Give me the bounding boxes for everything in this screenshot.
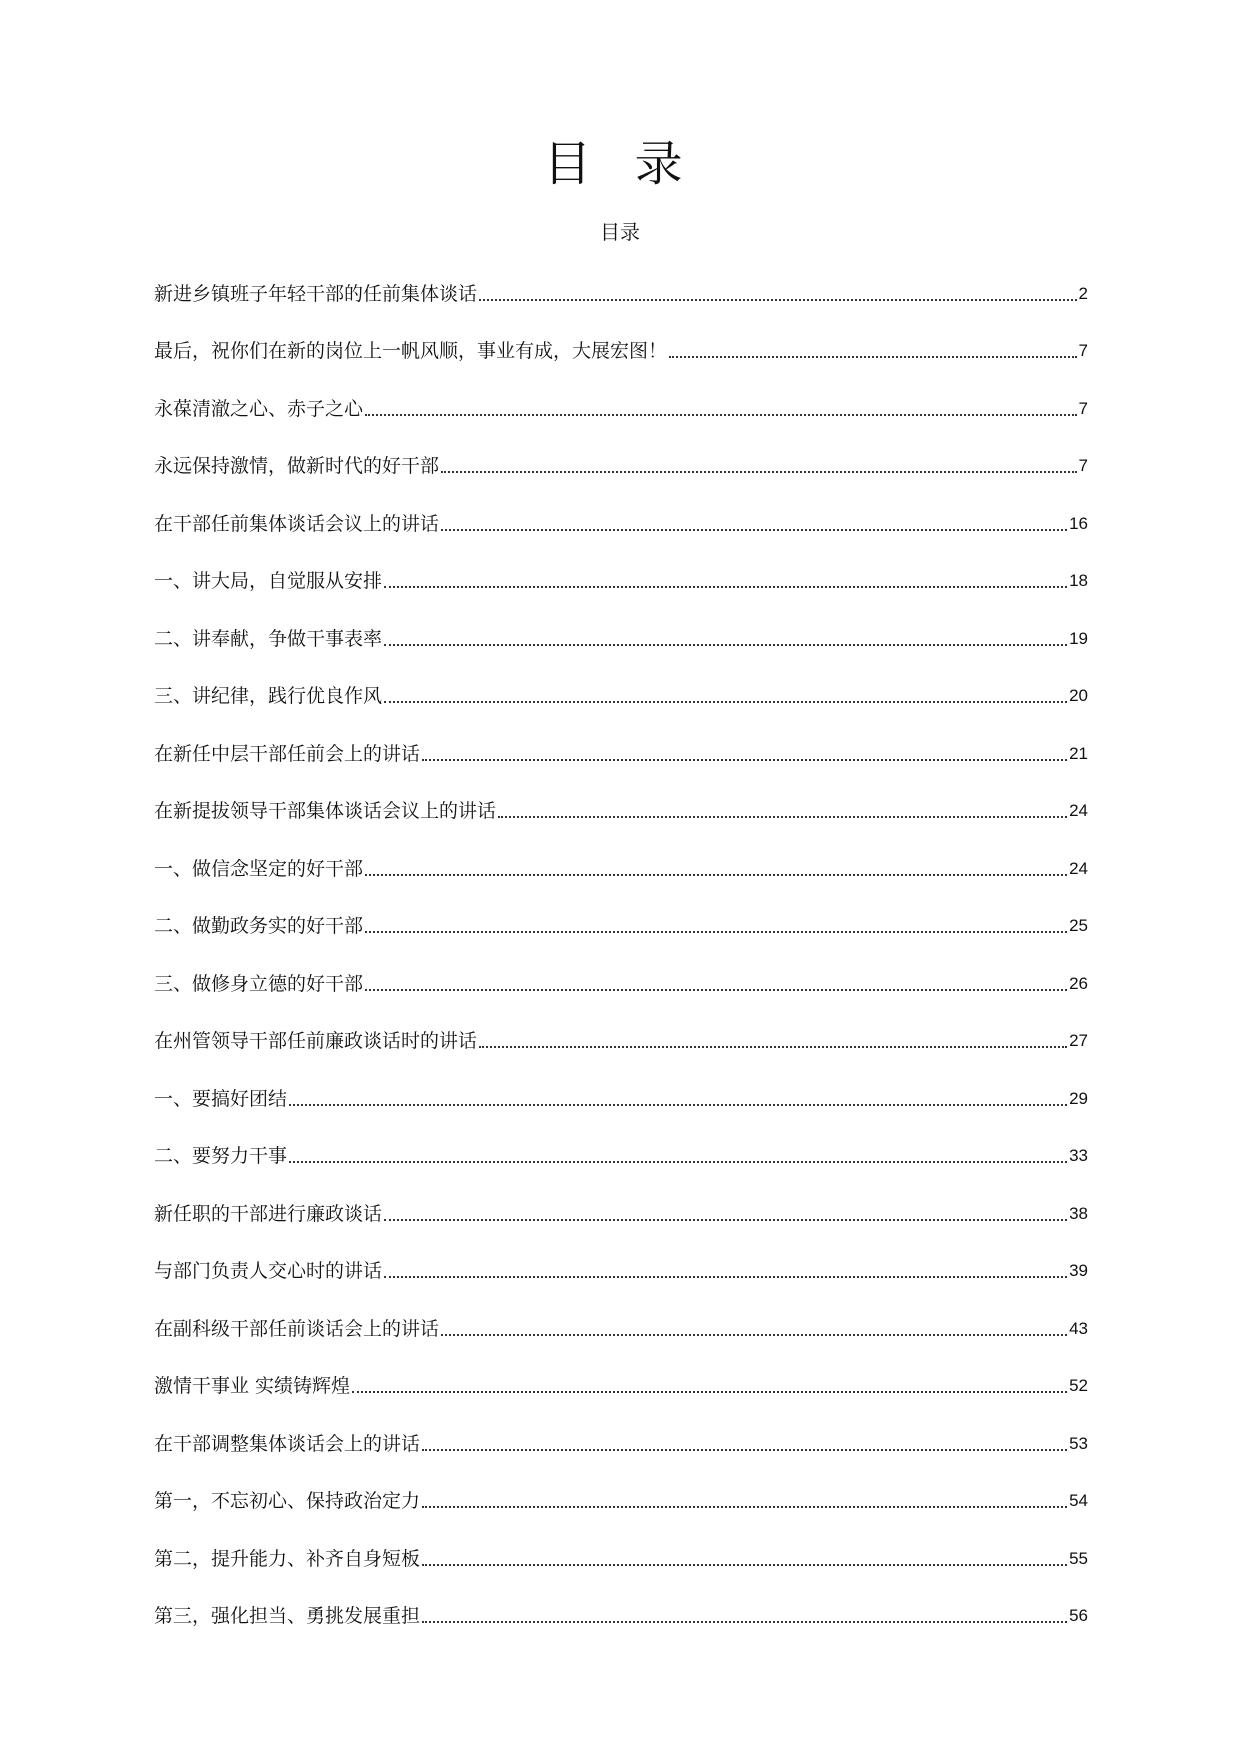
toc-page-number: 21 <box>1069 743 1088 763</box>
toc-page-number: 24 <box>1069 858 1088 878</box>
toc-entry[interactable] <box>154 823 1088 881</box>
toc-dot-leader <box>365 874 1067 876</box>
toc-entry-label: 与部门负责人交心时的讲话 <box>154 1260 383 1282</box>
toc-entry[interactable] <box>154 1226 1088 1284</box>
toc-page-number: 7 <box>1078 456 1088 475</box>
toc-dot-leader <box>498 816 1067 818</box>
toc-entry[interactable] <box>154 593 1088 651</box>
toc-entry-label: 在副科级干部任前谈话会上的讲话 <box>154 1317 440 1340</box>
toc-entry-label: 永葆清澈之心、赤子之心 <box>154 397 364 420</box>
toc-entry[interactable] <box>154 248 1088 306</box>
toc-entry[interactable] <box>154 306 1088 364</box>
toc-dot-leader <box>441 471 1077 473</box>
toc-dot-leader <box>384 1276 1067 1278</box>
toc-entry-label: 二、讲奉献，争做干事表率 <box>154 627 383 650</box>
toc-page-number: 24 <box>1069 801 1088 820</box>
toc-page-number: 39 <box>1069 1261 1088 1280</box>
toc-entry[interactable] <box>154 1571 1088 1629</box>
toc-entry-label: 一、要搞好团结 <box>154 1087 288 1110</box>
toc-dot-leader <box>479 1046 1067 1048</box>
toc-entry-label: 新任职的干部进行廉政谈话 <box>154 1202 383 1225</box>
toc-dot-leader <box>422 1449 1067 1451</box>
toc-page-number: 7 <box>1078 341 1088 360</box>
toc-entry[interactable] <box>154 651 1088 709</box>
toc-dot-leader <box>422 1506 1067 1508</box>
toc-dot-leader <box>422 1564 1067 1566</box>
toc-page-number: 20 <box>1069 686 1088 705</box>
toc-entry-label: 三、做修身立德的好干部 <box>154 972 364 995</box>
toc-page-number: 25 <box>1069 916 1088 935</box>
toc-page-number: 52 <box>1069 1376 1088 1395</box>
toc-page-number: 7 <box>1078 398 1088 418</box>
toc-entry[interactable] <box>154 363 1088 421</box>
toc-entry[interactable] <box>154 1398 1088 1456</box>
toc-page-number: 26 <box>1069 973 1088 993</box>
toc-entry-label: 三、讲纪律，践行优良作风 <box>154 685 383 707</box>
toc-page-number: 38 <box>1069 1203 1088 1223</box>
toc-entry-label: 二、要努力干事 <box>154 1145 288 1167</box>
toc-page-number: 33 <box>1069 1146 1088 1165</box>
toc-entry-label: 在新任中层干部任前会上的讲话 <box>154 742 421 765</box>
toc-page-number: 19 <box>1069 628 1088 648</box>
toc-dot-leader <box>441 529 1067 531</box>
toc-entry[interactable] <box>154 1111 1088 1169</box>
toc-entry-label: 二、做勤政务实的好干部 <box>154 915 364 937</box>
toc-heading: 目录 <box>600 220 640 244</box>
toc-entry[interactable] <box>154 1283 1088 1341</box>
toc-dot-leader <box>441 1334 1067 1336</box>
toc-page-number: 16 <box>1069 513 1088 533</box>
toc-entry[interactable] <box>154 996 1088 1054</box>
toc-dot-leader <box>365 931 1067 933</box>
toc-dot-leader <box>669 356 1077 358</box>
toc-page-number: 2 <box>1078 283 1088 303</box>
document-title: 目 录 <box>543 136 697 192</box>
toc-entry[interactable] <box>154 938 1088 996</box>
toc-entry-label: 第一，不忘初心、保持政治定力 <box>154 1490 421 1512</box>
toc-entry-label: 在州管领导干部任前廉政谈话时的讲话 <box>154 1030 478 1052</box>
toc-dot-leader <box>384 644 1067 646</box>
toc-page-number: 29 <box>1069 1088 1088 1108</box>
toc-entry[interactable] <box>154 766 1088 824</box>
toc-dot-leader <box>384 586 1067 588</box>
toc-page-number: 18 <box>1069 571 1088 590</box>
toc-page-number: 43 <box>1069 1318 1088 1338</box>
toc-dot-leader <box>384 1219 1067 1221</box>
toc-entry-label: 在干部任前集体谈话会议上的讲话 <box>154 512 440 535</box>
toc-entry-label: 一、讲大局，自觉服从安排 <box>154 570 383 592</box>
toc-dot-leader <box>365 989 1067 991</box>
toc-dot-leader <box>384 701 1067 703</box>
toc-entry[interactable] <box>154 881 1088 939</box>
toc-entry-label: 永远保持激情，做新时代的好干部 <box>154 455 440 477</box>
toc-dot-leader <box>289 1104 1067 1106</box>
toc-entry-label: 在干部调整集体谈话会上的讲话 <box>154 1432 421 1455</box>
toc-entry[interactable] <box>154 708 1088 766</box>
toc-page-number: 56 <box>1069 1606 1088 1625</box>
toc-entry-label: 一、做信念坚定的好干部 <box>154 857 364 880</box>
toc-entry[interactable] <box>154 421 1088 479</box>
toc-entry[interactable] <box>154 1168 1088 1226</box>
toc-entry[interactable] <box>154 1456 1088 1514</box>
toc-dot-leader <box>352 1391 1067 1393</box>
toc-dot-leader <box>365 414 1077 416</box>
toc-entry[interactable] <box>154 536 1088 594</box>
toc-entry-label: 在新提拔领导干部集体谈话会议上的讲话 <box>154 800 497 822</box>
toc-entry[interactable] <box>154 1513 1088 1571</box>
toc-entry-label: 最后，祝你们在新的岗位上一帆风顺，事业有成，大展宏图！ <box>154 340 668 362</box>
toc-dot-leader <box>479 299 1077 301</box>
toc-page-number: 53 <box>1069 1433 1088 1453</box>
toc-entry-label: 激情干事业 实绩铸辉煌 <box>154 1375 351 1397</box>
toc-entry-label: 第二，提升能力、补齐自身短板 <box>154 1547 421 1570</box>
toc-entry[interactable] <box>154 478 1088 536</box>
toc-page-number: 27 <box>1069 1031 1088 1050</box>
toc-dot-leader <box>422 1621 1067 1623</box>
toc-page-number: 55 <box>1069 1548 1088 1568</box>
toc-entry[interactable] <box>154 1341 1088 1399</box>
toc-entry[interactable] <box>154 1053 1088 1111</box>
toc-entry-label: 新进乡镇班子年轻干部的任前集体谈话 <box>154 282 478 305</box>
table-of-contents <box>154 248 1088 1628</box>
toc-page-number: 54 <box>1069 1491 1088 1510</box>
toc-entry-label: 第三，强化担当、勇挑发展重担 <box>154 1605 421 1627</box>
toc-dot-leader <box>289 1161 1067 1163</box>
toc-dot-leader <box>422 759 1067 761</box>
